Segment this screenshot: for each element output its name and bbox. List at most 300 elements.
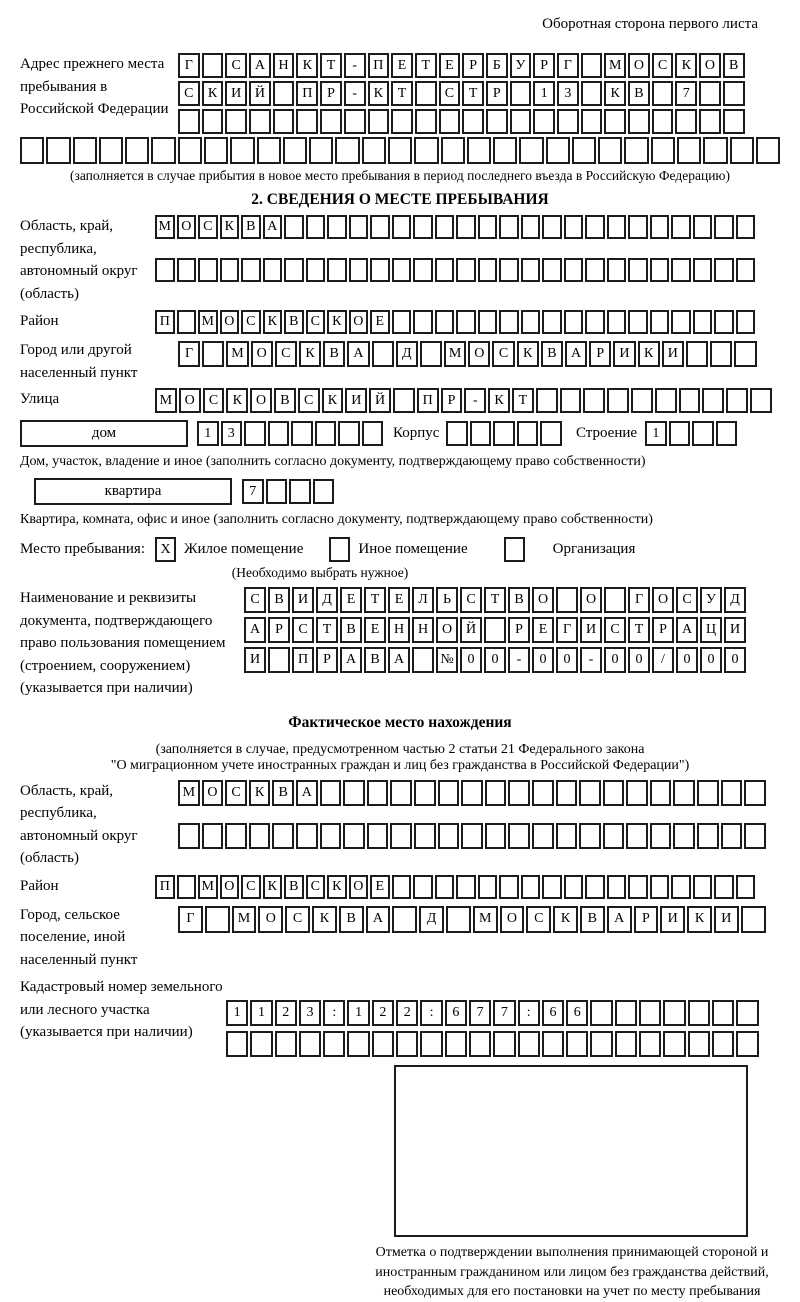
char-cell[interactable] — [533, 109, 555, 134]
char-cell[interactable] — [556, 780, 578, 806]
char-cell[interactable] — [343, 780, 365, 806]
char-cell[interactable]: № — [436, 647, 458, 673]
char-cell[interactable] — [241, 258, 261, 282]
char-cell[interactable] — [335, 137, 359, 164]
char-cell[interactable]: Р — [316, 647, 338, 673]
char-cell[interactable] — [650, 310, 670, 334]
char-cell[interactable]: Р — [486, 81, 508, 106]
char-cell[interactable] — [445, 1031, 467, 1057]
char-cell[interactable] — [744, 780, 766, 806]
char-cell[interactable] — [499, 310, 519, 334]
char-cell[interactable] — [478, 215, 498, 239]
char-cell[interactable]: Ь — [436, 587, 458, 613]
char-cell[interactable]: И — [580, 617, 602, 643]
char-cell[interactable]: А — [244, 617, 266, 643]
char-cell[interactable] — [671, 310, 691, 334]
char-cell[interactable] — [438, 823, 460, 849]
char-cell[interactable]: П — [155, 875, 175, 899]
char-cell[interactable] — [415, 109, 437, 134]
char-cell[interactable]: Р — [634, 906, 659, 933]
char-cell[interactable] — [542, 1031, 564, 1057]
char-cell[interactable] — [344, 109, 366, 134]
char-cell[interactable]: Т — [391, 81, 413, 106]
char-cell[interactable] — [370, 215, 390, 239]
char-cell[interactable] — [521, 215, 541, 239]
char-cell[interactable] — [628, 875, 648, 899]
char-cell[interactable] — [615, 1031, 637, 1057]
char-cell[interactable] — [651, 137, 675, 164]
char-cell[interactable] — [413, 310, 433, 334]
char-cell[interactable] — [420, 1031, 442, 1057]
char-cell[interactable]: А — [249, 53, 271, 78]
apartment-type-box[interactable]: квартира — [34, 478, 232, 505]
char-cell[interactable]: С — [676, 587, 698, 613]
char-cell[interactable]: 7 — [242, 479, 264, 504]
char-cell[interactable]: М — [198, 875, 218, 899]
char-cell[interactable] — [734, 341, 756, 367]
char-cell[interactable]: К — [299, 341, 321, 367]
char-cell[interactable] — [628, 215, 648, 239]
char-cell[interactable] — [564, 258, 584, 282]
char-cell[interactable] — [723, 109, 745, 134]
char-cell[interactable] — [671, 215, 691, 239]
char-cell[interactable]: О — [220, 310, 240, 334]
char-cell[interactable] — [392, 215, 412, 239]
char-cell[interactable] — [320, 109, 342, 134]
char-cell[interactable]: С — [244, 587, 266, 613]
char-cell[interactable]: 1 — [533, 81, 555, 106]
char-cell[interactable] — [338, 421, 360, 446]
char-cell[interactable]: К — [263, 875, 283, 899]
char-cell[interactable]: Г — [178, 53, 200, 78]
char-cell[interactable]: - — [344, 53, 366, 78]
char-cell[interactable]: Р — [268, 617, 290, 643]
char-cell[interactable] — [478, 310, 498, 334]
char-cell[interactable] — [581, 53, 603, 78]
char-cell[interactable] — [726, 388, 748, 413]
char-cell[interactable]: 3 — [221, 421, 243, 446]
char-cell[interactable]: С — [439, 81, 461, 106]
char-cell[interactable] — [583, 388, 605, 413]
char-cell[interactable] — [521, 310, 541, 334]
char-cell[interactable] — [315, 421, 337, 446]
char-cell[interactable]: Р — [652, 617, 674, 643]
char-cell[interactable] — [296, 823, 318, 849]
char-cell[interactable] — [435, 310, 455, 334]
char-cell[interactable]: В — [241, 215, 261, 239]
char-cell[interactable]: Д — [396, 341, 418, 367]
char-cell[interactable]: 6 — [542, 1000, 564, 1026]
char-cell[interactable]: И — [225, 81, 247, 106]
char-cell[interactable] — [686, 341, 708, 367]
char-cell[interactable] — [273, 81, 295, 106]
char-cell[interactable]: 0 — [460, 647, 482, 673]
char-cell[interactable]: 1 — [226, 1000, 248, 1026]
char-cell[interactable] — [393, 388, 415, 413]
char-cell[interactable]: П — [417, 388, 439, 413]
char-cell[interactable]: 1 — [645, 421, 667, 446]
char-cell[interactable] — [323, 1031, 345, 1057]
char-cell[interactable]: К — [312, 906, 337, 933]
char-cell[interactable]: С — [526, 906, 551, 933]
char-cell[interactable]: М — [155, 388, 177, 413]
char-cell[interactable] — [155, 258, 175, 282]
char-cell[interactable]: О — [468, 341, 490, 367]
char-cell[interactable] — [368, 109, 390, 134]
stay-option-organization-checkbox[interactable] — [504, 537, 525, 562]
char-cell[interactable] — [730, 137, 754, 164]
char-cell[interactable]: А — [296, 780, 318, 806]
char-cell[interactable] — [230, 137, 254, 164]
char-cell[interactable] — [756, 137, 780, 164]
char-cell[interactable] — [284, 215, 304, 239]
char-cell[interactable]: А — [388, 647, 410, 673]
char-cell[interactable] — [220, 258, 240, 282]
char-cell[interactable] — [581, 109, 603, 134]
char-cell[interactable]: В — [284, 310, 304, 334]
char-cell[interactable] — [607, 258, 627, 282]
char-cell[interactable] — [347, 1031, 369, 1057]
char-cell[interactable] — [414, 137, 438, 164]
char-cell[interactable] — [721, 823, 743, 849]
char-cell[interactable] — [499, 215, 519, 239]
char-cell[interactable]: В — [508, 587, 530, 613]
char-cell[interactable] — [413, 258, 433, 282]
char-cell[interactable] — [650, 780, 672, 806]
char-cell[interactable] — [542, 215, 562, 239]
char-cell[interactable]: Л — [412, 587, 434, 613]
char-cell[interactable] — [598, 137, 622, 164]
char-cell[interactable] — [296, 109, 318, 134]
char-cell[interactable]: Е — [370, 310, 390, 334]
char-cell[interactable] — [250, 1031, 272, 1057]
char-cell[interactable] — [493, 137, 517, 164]
stay-option-residential-checkbox[interactable]: X — [155, 537, 176, 562]
char-cell[interactable] — [626, 823, 648, 849]
char-cell[interactable]: Г — [628, 587, 650, 613]
char-cell[interactable] — [435, 875, 455, 899]
char-cell[interactable] — [272, 823, 294, 849]
char-cell[interactable] — [372, 1031, 394, 1057]
char-cell[interactable]: К — [249, 780, 271, 806]
char-cell[interactable]: В — [268, 587, 290, 613]
stay-option-other-checkbox[interactable] — [329, 537, 350, 562]
char-cell[interactable]: П — [292, 647, 314, 673]
char-cell[interactable] — [435, 258, 455, 282]
char-cell[interactable] — [493, 1031, 515, 1057]
char-cell[interactable] — [470, 421, 492, 446]
char-cell[interactable]: С — [298, 388, 320, 413]
char-cell[interactable] — [590, 1000, 612, 1026]
char-cell[interactable]: Е — [391, 53, 413, 78]
char-cell[interactable] — [710, 341, 732, 367]
char-cell[interactable] — [391, 109, 413, 134]
char-cell[interactable] — [226, 1031, 248, 1057]
char-cell[interactable] — [712, 1031, 734, 1057]
char-cell[interactable] — [485, 823, 507, 849]
char-cell[interactable]: С — [241, 875, 261, 899]
char-cell[interactable] — [692, 421, 714, 446]
char-cell[interactable] — [556, 823, 578, 849]
char-cell[interactable] — [736, 258, 756, 282]
char-cell[interactable]: Г — [557, 53, 579, 78]
char-cell[interactable] — [439, 109, 461, 134]
char-cell[interactable] — [177, 875, 197, 899]
char-cell[interactable] — [557, 109, 579, 134]
char-cell[interactable] — [478, 258, 498, 282]
char-cell[interactable] — [461, 780, 483, 806]
char-cell[interactable]: О — [532, 587, 554, 613]
char-cell[interactable] — [736, 875, 756, 899]
char-cell[interactable]: Р — [320, 81, 342, 106]
char-cell[interactable] — [542, 875, 562, 899]
char-cell[interactable] — [615, 1000, 637, 1026]
char-cell[interactable]: Г — [178, 906, 203, 933]
char-cell[interactable] — [652, 81, 674, 106]
char-cell[interactable]: 1 — [347, 1000, 369, 1026]
char-cell[interactable]: М — [226, 341, 248, 367]
char-cell[interactable] — [604, 587, 626, 613]
char-cell[interactable]: С — [225, 780, 247, 806]
char-cell[interactable] — [628, 258, 648, 282]
char-cell[interactable]: К — [220, 215, 240, 239]
char-cell[interactable]: Д — [724, 587, 746, 613]
char-cell[interactable]: М — [604, 53, 626, 78]
char-cell[interactable]: Н — [273, 53, 295, 78]
char-cell[interactable] — [372, 341, 394, 367]
char-cell[interactable]: 2 — [372, 1000, 394, 1026]
char-cell[interactable] — [309, 137, 333, 164]
char-cell[interactable]: М — [444, 341, 466, 367]
char-cell[interactable]: В — [580, 906, 605, 933]
char-cell[interactable] — [456, 875, 476, 899]
char-cell[interactable]: А — [347, 341, 369, 367]
char-cell[interactable]: С — [604, 617, 626, 643]
char-cell[interactable]: А — [565, 341, 587, 367]
char-cell[interactable] — [607, 310, 627, 334]
char-cell[interactable] — [510, 109, 532, 134]
char-cell[interactable] — [519, 137, 543, 164]
char-cell[interactable]: Т — [462, 81, 484, 106]
char-cell[interactable]: 0 — [556, 647, 578, 673]
char-cell[interactable] — [225, 823, 247, 849]
char-cell[interactable]: К — [553, 906, 578, 933]
char-cell[interactable] — [697, 823, 719, 849]
char-cell[interactable]: С — [198, 215, 218, 239]
char-cell[interactable]: М — [178, 780, 200, 806]
char-cell[interactable] — [178, 823, 200, 849]
char-cell[interactable]: К — [202, 81, 224, 106]
char-cell[interactable]: С — [306, 310, 326, 334]
char-cell[interactable] — [714, 258, 734, 282]
char-cell[interactable] — [268, 647, 290, 673]
char-cell[interactable]: Е — [364, 617, 386, 643]
char-cell[interactable] — [628, 109, 650, 134]
char-cell[interactable]: 0 — [484, 647, 506, 673]
char-cell[interactable] — [564, 215, 584, 239]
char-cell[interactable]: И — [660, 906, 685, 933]
char-cell[interactable] — [438, 780, 460, 806]
char-cell[interactable]: Т — [415, 53, 437, 78]
char-cell[interactable] — [414, 823, 436, 849]
char-cell[interactable]: 3 — [557, 81, 579, 106]
char-cell[interactable] — [736, 215, 756, 239]
char-cell[interactable] — [536, 388, 558, 413]
char-cell[interactable]: Г — [556, 617, 578, 643]
char-cell[interactable]: О — [251, 341, 273, 367]
char-cell[interactable]: М — [198, 310, 218, 334]
char-cell[interactable] — [521, 875, 541, 899]
char-cell[interactable] — [390, 823, 412, 849]
char-cell[interactable] — [73, 137, 97, 164]
char-cell[interactable] — [560, 388, 582, 413]
char-cell[interactable] — [521, 258, 541, 282]
char-cell[interactable] — [663, 1000, 685, 1026]
char-cell[interactable] — [721, 780, 743, 806]
char-cell[interactable]: О — [220, 875, 240, 899]
char-cell[interactable] — [585, 215, 605, 239]
char-cell[interactable] — [693, 310, 713, 334]
char-cell[interactable] — [493, 421, 515, 446]
char-cell[interactable] — [517, 421, 539, 446]
char-cell[interactable]: А — [366, 906, 391, 933]
char-cell[interactable] — [478, 875, 498, 899]
char-cell[interactable]: 0 — [628, 647, 650, 673]
char-cell[interactable]: О — [179, 388, 201, 413]
char-cell[interactable] — [564, 310, 584, 334]
char-cell[interactable] — [603, 780, 625, 806]
char-cell[interactable] — [202, 109, 224, 134]
char-cell[interactable]: У — [510, 53, 532, 78]
char-cell[interactable]: К — [263, 310, 283, 334]
char-cell[interactable] — [349, 258, 369, 282]
char-cell[interactable] — [624, 137, 648, 164]
char-cell[interactable]: Й — [369, 388, 391, 413]
char-cell[interactable] — [675, 109, 697, 134]
char-cell[interactable] — [736, 1031, 758, 1057]
char-cell[interactable]: - — [580, 647, 602, 673]
char-cell[interactable]: О — [250, 388, 272, 413]
char-cell[interactable]: 2 — [275, 1000, 297, 1026]
char-cell[interactable] — [693, 258, 713, 282]
char-cell[interactable]: : — [323, 1000, 345, 1026]
char-cell[interactable] — [268, 421, 290, 446]
char-cell[interactable] — [367, 780, 389, 806]
char-cell[interactable]: О — [202, 780, 224, 806]
char-cell[interactable]: С — [652, 53, 674, 78]
char-cell[interactable] — [435, 215, 455, 239]
char-cell[interactable]: Е — [340, 587, 362, 613]
char-cell[interactable] — [20, 137, 44, 164]
char-cell[interactable]: - — [464, 388, 486, 413]
char-cell[interactable] — [456, 258, 476, 282]
char-cell[interactable]: И — [724, 617, 746, 643]
char-cell[interactable] — [603, 823, 625, 849]
char-cell[interactable]: В — [339, 906, 364, 933]
house-type-box[interactable]: дом — [20, 420, 188, 447]
char-cell[interactable]: 0 — [604, 647, 626, 673]
char-cell[interactable] — [390, 780, 412, 806]
char-cell[interactable]: Т — [320, 53, 342, 78]
char-cell[interactable]: К — [226, 388, 248, 413]
char-cell[interactable] — [177, 258, 197, 282]
char-cell[interactable] — [669, 421, 691, 446]
char-cell[interactable] — [499, 875, 519, 899]
char-cell[interactable] — [266, 479, 288, 504]
char-cell[interactable] — [631, 388, 653, 413]
char-cell[interactable]: С — [492, 341, 514, 367]
char-cell[interactable]: Р — [508, 617, 530, 643]
char-cell[interactable]: 7 — [469, 1000, 491, 1026]
char-cell[interactable] — [299, 1031, 321, 1057]
char-cell[interactable] — [677, 137, 701, 164]
char-cell[interactable] — [462, 109, 484, 134]
char-cell[interactable]: С — [285, 906, 310, 933]
char-cell[interactable]: В — [340, 617, 362, 643]
char-cell[interactable] — [327, 215, 347, 239]
char-cell[interactable] — [441, 137, 465, 164]
char-cell[interactable] — [650, 875, 670, 899]
char-cell[interactable] — [392, 310, 412, 334]
char-cell[interactable]: Т — [512, 388, 534, 413]
char-cell[interactable]: А — [676, 617, 698, 643]
char-cell[interactable]: Д — [316, 587, 338, 613]
char-cell[interactable] — [420, 341, 442, 367]
char-cell[interactable]: П — [155, 310, 175, 334]
char-cell[interactable] — [639, 1000, 661, 1026]
char-cell[interactable] — [572, 137, 596, 164]
char-cell[interactable]: 0 — [700, 647, 722, 673]
char-cell[interactable]: С — [225, 53, 247, 78]
char-cell[interactable] — [257, 137, 281, 164]
char-cell[interactable] — [566, 1031, 588, 1057]
char-cell[interactable] — [306, 215, 326, 239]
char-cell[interactable] — [716, 421, 738, 446]
char-cell[interactable]: В — [723, 53, 745, 78]
char-cell[interactable]: И — [714, 906, 739, 933]
char-cell[interactable]: 7 — [493, 1000, 515, 1026]
char-cell[interactable] — [723, 81, 745, 106]
char-cell[interactable] — [198, 258, 218, 282]
char-cell[interactable]: С — [306, 875, 326, 899]
char-cell[interactable] — [607, 875, 627, 899]
char-cell[interactable] — [693, 215, 713, 239]
char-cell[interactable] — [673, 823, 695, 849]
char-cell[interactable]: И — [292, 587, 314, 613]
char-cell[interactable]: О — [699, 53, 721, 78]
char-cell[interactable]: В — [364, 647, 386, 673]
char-cell[interactable] — [585, 875, 605, 899]
char-cell[interactable]: 7 — [675, 81, 697, 106]
char-cell[interactable] — [499, 258, 519, 282]
char-cell[interactable] — [349, 215, 369, 239]
char-cell[interactable] — [469, 1031, 491, 1057]
char-cell[interactable] — [485, 780, 507, 806]
char-cell[interactable]: И — [345, 388, 367, 413]
char-cell[interactable]: А — [340, 647, 362, 673]
char-cell[interactable] — [703, 137, 727, 164]
char-cell[interactable] — [639, 1031, 661, 1057]
char-cell[interactable] — [284, 258, 304, 282]
char-cell[interactable] — [579, 823, 601, 849]
char-cell[interactable]: О — [652, 587, 674, 613]
char-cell[interactable] — [585, 310, 605, 334]
char-cell[interactable] — [388, 137, 412, 164]
char-cell[interactable] — [249, 109, 271, 134]
char-cell[interactable] — [396, 1031, 418, 1057]
char-cell[interactable] — [581, 81, 603, 106]
char-cell[interactable]: : — [420, 1000, 442, 1026]
